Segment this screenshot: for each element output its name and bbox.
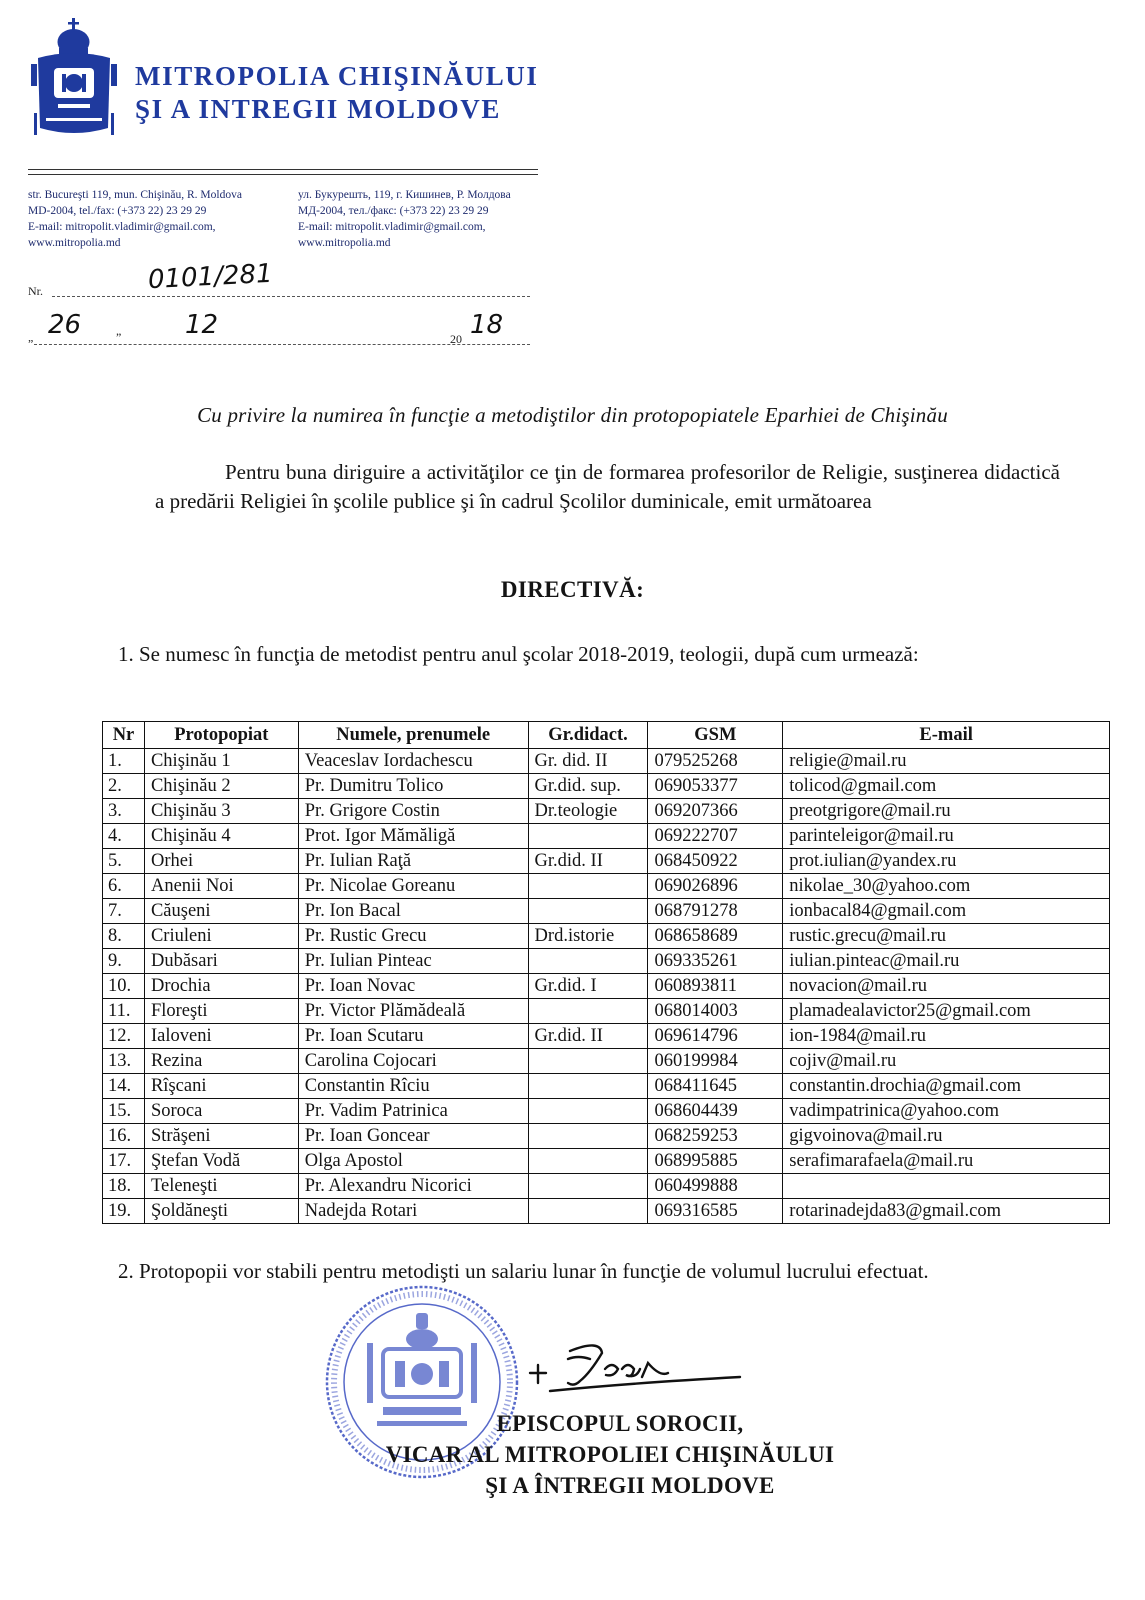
cell-nr: 11. [103, 999, 145, 1024]
letterhead-divider-thin [28, 174, 538, 175]
cell-grade [528, 999, 648, 1024]
cell-name: Prot. Igor Mămăligă [298, 824, 528, 849]
cell-grade: Gr.did. II [528, 1024, 648, 1049]
cell-gsm: 060499888 [648, 1174, 783, 1199]
address-russian [298, 187, 548, 251]
methodists-table [102, 721, 1110, 1224]
cell-name: Veaceslav Iordachescu [298, 749, 528, 774]
table-row [103, 799, 1110, 824]
address-romanian [28, 187, 278, 251]
cell-grade [528, 1149, 648, 1174]
table-row [103, 824, 1110, 849]
table-row [103, 899, 1110, 924]
cell-protopopiat: Chişinău 2 [144, 774, 298, 799]
table-row [103, 1074, 1110, 1099]
address-line: MД-2004, тел./факс: (+373 22) 23 29 29 [298, 205, 489, 217]
cell-gsm: 069335261 [648, 949, 783, 974]
cell-protopopiat: Şoldăneşti [144, 1199, 298, 1224]
cell-gsm: 069222707 [648, 824, 783, 849]
cell-protopopiat: Floreşti [144, 999, 298, 1024]
cell-protopopiat: Rîşcani [144, 1074, 298, 1099]
address-line: www.mitropolia.md [298, 237, 391, 249]
directive-title: DIRECTIVĂ: [500, 577, 645, 602]
address-line: ул. Букурешть, 119, г. Кишинев, Р. Молдова [298, 189, 511, 201]
cell-email: rustic.grecu@mail.ru [783, 924, 1110, 949]
table-row [103, 1124, 1110, 1149]
table-row [103, 1049, 1110, 1074]
cell-protopopiat: Căuşeni [144, 899, 298, 924]
cell-email: serafimarafaela@mail.ru [783, 1149, 1110, 1174]
table-row [103, 749, 1110, 774]
organization-name-line1: MITROPOLIA CHIŞINĂULUI [135, 61, 539, 91]
cell-name: Olga Apostol [298, 1149, 528, 1174]
cell-name: Pr. Nicolae Goreanu [298, 874, 528, 899]
cell-nr: 9. [103, 949, 145, 974]
cell-protopopiat: Chişinău 3 [144, 799, 298, 824]
signatory-title-block [330, 1408, 890, 1501]
table-body [103, 749, 1110, 1224]
cell-email: iulian.pinteac@mail.ru [783, 949, 1110, 974]
cell-name: Pr. Iulian Raţă [298, 849, 528, 874]
cell-protopopiat: Străşeni [144, 1124, 298, 1149]
cell-grade [528, 899, 648, 924]
metropolis-crest-logo [28, 18, 120, 146]
cell-grade: Gr. did. II [528, 749, 648, 774]
cell-grade [528, 874, 648, 899]
cell-grade [528, 1199, 648, 1224]
cell-protopopiat: Dubăsari [144, 949, 298, 974]
cell-email: preotgrigore@mail.ru [783, 799, 1110, 824]
cell-grade: Dr.teologie [528, 799, 648, 824]
cell-name: Nadejda Rotari [298, 1199, 528, 1224]
cell-name: Pr. Ion Bacal [298, 899, 528, 924]
cell-gsm: 068604439 [648, 1099, 783, 1124]
address-line: E-mail: mitropolit.vladimir@gmail.com, [28, 221, 216, 233]
cell-name: Pr. Dumitru Tolico [298, 774, 528, 799]
column-header-gsm: GSM [648, 722, 783, 749]
cell-name: Pr. Rustic Grecu [298, 924, 528, 949]
cell-nr: 5. [103, 849, 145, 874]
cell-gsm: 060199984 [648, 1049, 783, 1074]
cell-email: rotarinadejda83@gmail.com [783, 1199, 1110, 1224]
date-close-quote: ” [116, 330, 122, 344]
address-line: www.mitropolia.md [28, 237, 121, 249]
table-row [103, 1149, 1110, 1174]
cell-grade: Gr.did. II [528, 849, 648, 874]
cell-grade: Gr.did. I [528, 974, 648, 999]
table-row [103, 1199, 1110, 1224]
document-subject: Cu privire la numirea în funcţie a metodiştilor din protopopiatele Eparhiei de Chişinău [197, 403, 948, 427]
cell-gsm: 069053377 [648, 774, 783, 799]
cell-email: parinteleigor@mail.ru [783, 824, 1110, 849]
cell-protopopiat: Teleneşti [144, 1174, 298, 1199]
cell-grade: Gr.did. sup. [528, 774, 648, 799]
registration-nr-line [52, 296, 530, 297]
cell-protopopiat: Rezina [144, 1049, 298, 1074]
directive-item-1: 1. Se numesc în funcţia de metodist pentru anul şcolar 2018-2019, teologii, după cum urmează: [118, 642, 919, 666]
signatory-title-line2: VICAR AL MITROPOLIEI CHIŞINĂULUI [385, 1442, 835, 1467]
cell-nr: 15. [103, 1099, 145, 1124]
cell-email [783, 1174, 1110, 1199]
column-header-email: E-mail [783, 722, 1110, 749]
table-row [103, 1099, 1110, 1124]
cell-email: vadimpatrinica@yahoo.com [783, 1099, 1110, 1124]
cell-name: Pr. Grigore Costin [298, 799, 528, 824]
table-row [103, 849, 1110, 874]
table-row [103, 999, 1110, 1024]
column-header-didactic-grade: Gr.didact. [528, 722, 648, 749]
cell-grade [528, 824, 648, 849]
cell-nr: 8. [103, 924, 145, 949]
date-line [34, 344, 530, 345]
cell-protopopiat: Ialoveni [144, 1024, 298, 1049]
cell-name: Constantin Rîciu [298, 1074, 528, 1099]
cell-gsm: 069207366 [648, 799, 783, 824]
address-line: str. Bucureşti 119, mun. Chişinău, R. Moldova [28, 189, 242, 201]
cell-protopopiat: Drochia [144, 974, 298, 999]
date-year-handwritten: 18 [470, 310, 504, 340]
column-header-protopopiat: Protopopiat [144, 722, 298, 749]
cell-name: Pr. Ioan Novac [298, 974, 528, 999]
table-row [103, 974, 1110, 999]
letterhead-divider [28, 169, 538, 170]
registration-nr-handwritten: 0101/281 [147, 258, 274, 296]
table-row [103, 949, 1110, 974]
cell-protopopiat: Criuleni [144, 924, 298, 949]
cell-name: Pr. Iulian Pinteac [298, 949, 528, 974]
signatory-title-line1: EPISCOPUL SOROCII, [496, 1411, 744, 1436]
cell-grade [528, 1174, 648, 1199]
cell-nr: 10. [103, 974, 145, 999]
cell-protopopiat: Ştefan Vodă [144, 1149, 298, 1174]
cell-gsm: 068791278 [648, 899, 783, 924]
cell-grade [528, 1124, 648, 1149]
cell-email: novacion@mail.ru [783, 974, 1110, 999]
cell-nr: 3. [103, 799, 145, 824]
cell-grade [528, 949, 648, 974]
column-header-nr: Nr [103, 722, 145, 749]
cell-gsm: 068995885 [648, 1149, 783, 1174]
cell-nr: 6. [103, 874, 145, 899]
intro-paragraph-text: Pentru buna diriguire a activităţilor ce ţin de formarea profesorilor de Religie, susţinerea didactică a predării Religiei în şcolile publice şi în cadrul Şcolilor duminicale, emit următoarea [155, 460, 1060, 513]
organization-name-line2: ŞI A INTREGII MOLDOVE [135, 94, 501, 124]
cell-gsm: 068658689 [648, 924, 783, 949]
cell-gsm: 079525268 [648, 749, 783, 774]
address-line: E-mail: mitropolit.vladimir@gmail.com, [298, 221, 486, 233]
cell-gsm: 069316585 [648, 1199, 783, 1224]
cell-nr: 18. [103, 1174, 145, 1199]
cell-nr: 4. [103, 824, 145, 849]
date-month-handwritten: 12 [185, 310, 219, 340]
cell-gsm: 068259253 [648, 1124, 783, 1149]
date-open-quote: „ [28, 330, 34, 344]
cell-name: Carolina Cojocari [298, 1049, 528, 1074]
cell-grade [528, 1099, 648, 1124]
cell-email: tolicod@gmail.com [783, 774, 1110, 799]
cell-name: Pr. Vadim Patrinica [298, 1099, 528, 1124]
cell-gsm: 068411645 [648, 1074, 783, 1099]
cell-name: Pr. Alexandru Nicorici [298, 1174, 528, 1199]
cell-email: religie@mail.ru [783, 749, 1110, 774]
column-header-name: Numele, prenumele [298, 722, 528, 749]
handwritten-signature [510, 1333, 750, 1395]
cell-nr: 19. [103, 1199, 145, 1224]
cell-protopopiat: Chişinău 4 [144, 824, 298, 849]
cell-email: prot.iulian@yandex.ru [783, 849, 1110, 874]
table-row [103, 1024, 1110, 1049]
cell-email: plamadealavictor25@gmail.com [783, 999, 1110, 1024]
cell-email: constantin.drochia@gmail.com [783, 1074, 1110, 1099]
table-row [103, 1174, 1110, 1199]
cell-email: gigvoinova@mail.ru [783, 1124, 1110, 1149]
address-line: MD-2004, tel./fax: (+373 22) 23 29 29 [28, 205, 207, 217]
intro-paragraph [155, 458, 1060, 516]
cell-name: Pr. Ioan Goncear [298, 1124, 528, 1149]
cell-name: Pr. Victor Plămădeală [298, 999, 528, 1024]
cell-protopopiat: Orhei [144, 849, 298, 874]
date-year-prefix: 20 [450, 332, 462, 346]
cell-gsm: 068450922 [648, 849, 783, 874]
cell-grade [528, 1049, 648, 1074]
cell-protopopiat: Chişinău 1 [144, 749, 298, 774]
signatory-title-line3: ŞI A ÎNTREGII MOLDOVE [485, 1473, 775, 1498]
cell-nr: 12. [103, 1024, 145, 1049]
table-header-row [103, 722, 1110, 749]
cell-name: Pr. Ioan Scutaru [298, 1024, 528, 1049]
cell-protopopiat: Soroca [144, 1099, 298, 1124]
cell-nr: 1. [103, 749, 145, 774]
organization-name [135, 60, 539, 126]
cell-nr: 7. [103, 899, 145, 924]
cell-nr: 2. [103, 774, 145, 799]
cell-protopopiat: Anenii Noi [144, 874, 298, 899]
cell-gsm: 069614796 [648, 1024, 783, 1049]
cell-nr: 16. [103, 1124, 145, 1149]
cell-email: cojiv@mail.ru [783, 1049, 1110, 1074]
cell-nr: 14. [103, 1074, 145, 1099]
table-row [103, 774, 1110, 799]
cell-gsm: 060893811 [648, 974, 783, 999]
cell-gsm: 069026896 [648, 874, 783, 899]
registration-nr-label: Nr. [28, 284, 43, 298]
cell-email: ion-1984@mail.ru [783, 1024, 1110, 1049]
table-row [103, 924, 1110, 949]
cell-gsm: 068014003 [648, 999, 783, 1024]
table-row [103, 874, 1110, 899]
cell-nr: 17. [103, 1149, 145, 1174]
cell-grade [528, 1074, 648, 1099]
date-day-handwritten: 26 [48, 310, 82, 340]
directive-item-2: 2. Protopopii vor stabili pentru metodişti un salariu lunar în funcţie de volumul lucrului efectuat. [118, 1259, 929, 1283]
cell-email: nikolae_30@yahoo.com [783, 874, 1110, 899]
cell-grade: Drd.istorie [528, 924, 648, 949]
cell-email: ionbacal84@gmail.com [783, 899, 1110, 924]
cell-nr: 13. [103, 1049, 145, 1074]
